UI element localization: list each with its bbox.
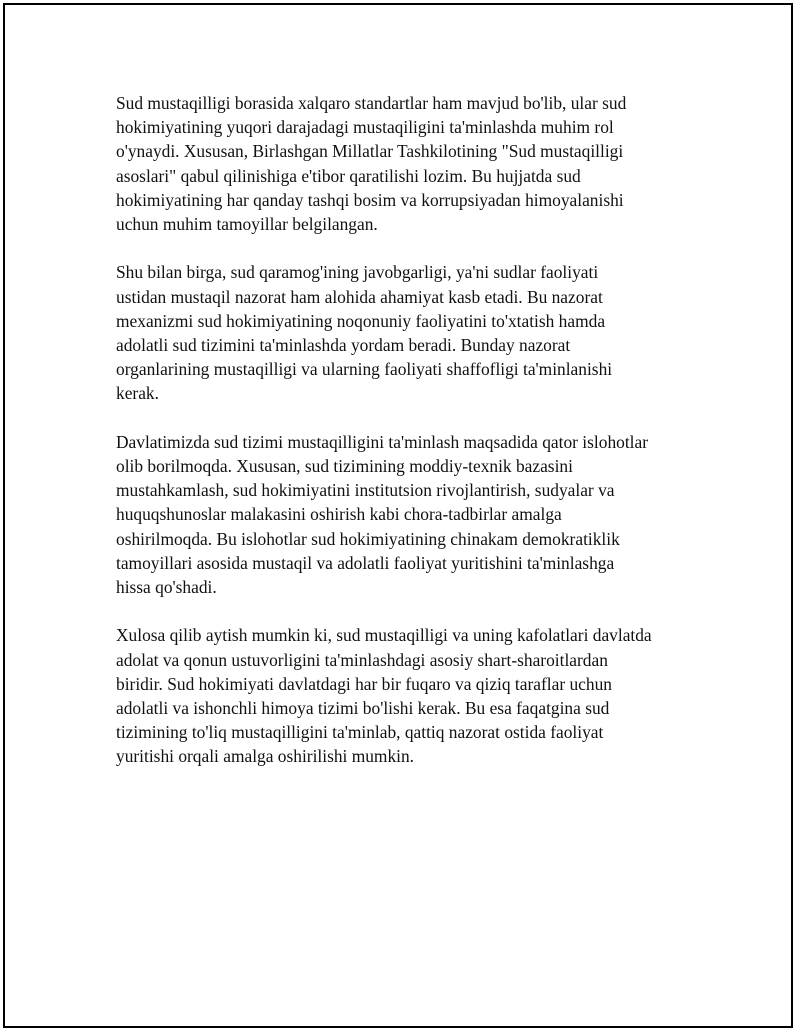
text-line: uchun muhim tamoyillar belgilangan. [116,214,378,235]
text-line: asoslari" qabul qilinishiga e'tibor qaratilishi lozim. Bu hujjatda sud [116,165,581,186]
text-line: mexanizmi sud hokimiyatining noqonuniy faoliyatini to'xtatish hamda [116,310,606,331]
paragraph-international-standards [116,91,696,236]
text-line: hokimiyatining har qanday tashqi bosim va korrupsiyadan himoyalanishi [116,189,624,210]
text-line: kerak. [116,383,159,404]
text-line: mustahkamlash, sud hokimiyatini institutsion rivojlantirish, sudyalar va [116,480,615,501]
text-line: tamoyillari asosida mustaqil va adolatli faoliyat yuritishini ta'minlashga [116,552,615,573]
text-line: adolatli sud tizimini ta'minlashda yordam beradi. Bunday nazorat [116,335,571,356]
text-line: o'ynaydi. Xususan, Birlashgan Millatlar Tashkilotining "Sud mustaqilligi [116,141,624,162]
text-line: oshirilmoqda. Bu islohotlar sud hokimiyatining chinakam demokratiklik [116,528,620,549]
text-line: Xulosa qilib aytish mumkin ki, sud mustaqilligi va uning kafolatlari davlatda [116,625,652,646]
text-line: organlarining mustaqilligi va ularning faoliyati shaffofligi ta'minlanishi [116,359,613,380]
paragraph-accountability [116,260,696,405]
text-line: tizimining to'liq mustaqilligini ta'minlab, qattiq nazorat ostida faoliyat [116,722,604,743]
text-line: adolatli va ishonchli himoya tizimi bo'lishi kerak. Bu esa faqatgina sud [116,698,610,719]
paragraph-conclusion [116,623,696,768]
text-line: yuritishi orqali amalga oshirilishi mumkin. [116,746,415,767]
text-line: hissa qo'shadi. [116,577,217,598]
text-line: Shu bilan birga, sud qaramog'ining javobgarligi, ya'ni sudlar faoliyati [116,262,599,283]
text-line: Davlatimizda sud tizimi mustaqilligini ta'minlash maqsadida qator islohotlar [116,431,649,452]
text-line: Sud mustaqilligi borasida xalqaro standartlar ham mavjud bo'lib, ular sud [116,93,627,113]
text-line: hokimiyatining yuqori darajadagi mustaqiligini ta'minlashda muhim rol [116,117,614,138]
text-line: olib borilmoqda. Xususan, sud tizimining moddiy-texnik bazasini [116,456,573,477]
text-line: huquqshunoslar malakasini oshirish kabi chora-tadbirlar amalga [116,504,562,525]
document-body [116,91,696,793]
text-line: biridir. Sud hokimiyati davlatdagi har bir fuqaro va qiziq taraflar uchun [116,673,612,694]
paragraph-reforms [116,430,696,599]
text-line: ustidan mustaqil nazorat ham alohida ahamiyat kasb etadi. Bu nazorat [116,286,603,307]
text-line: adolat va qonun ustuvorligini ta'minlashdagi asosiy shart-sharoitlardan [116,649,608,670]
